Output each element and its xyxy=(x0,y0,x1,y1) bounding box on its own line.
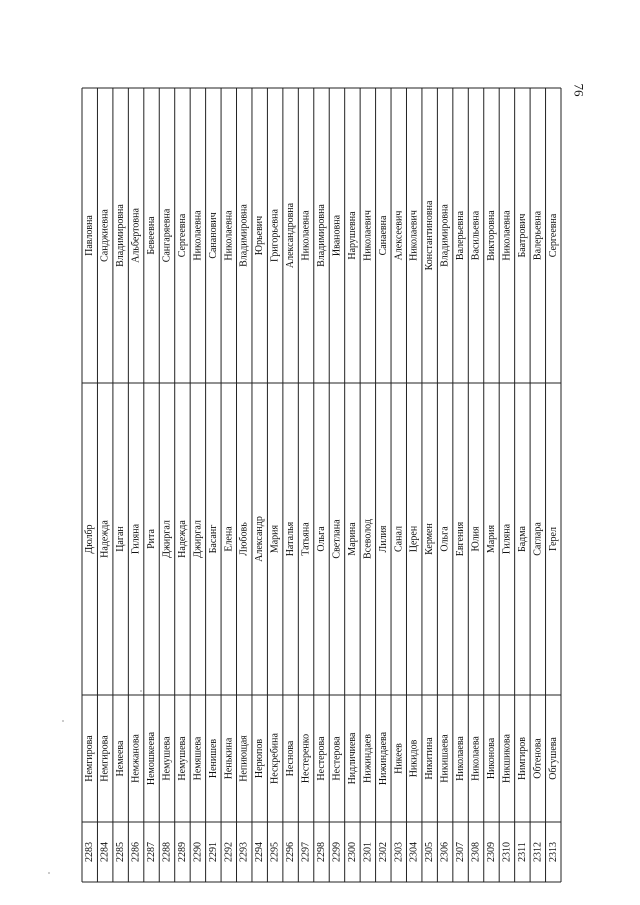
cell-num: 2304 xyxy=(408,842,420,862)
cell-last-name: Немеева xyxy=(115,740,127,777)
cell-last-name: Нидличиева xyxy=(346,732,358,785)
cell-last-name: Немжанова xyxy=(130,734,142,783)
cell-first-name: Рита xyxy=(146,529,158,549)
cell-num: 2296 xyxy=(285,842,297,862)
cell-last-name: Непиющая xyxy=(238,735,250,782)
cell-patronymic: Сангаряевна xyxy=(161,208,173,263)
cell-num: 2297 xyxy=(300,842,312,862)
cell-first-name: Татьяна xyxy=(300,522,312,556)
cell-last-name: Нестерова xyxy=(331,736,343,781)
table-row xyxy=(440,204,451,862)
cell-patronymic: Санджиевна xyxy=(99,209,111,262)
cell-patronymic: Васильевна xyxy=(470,210,482,261)
table-row xyxy=(331,214,342,862)
page-number: 76 xyxy=(571,83,587,97)
cell-last-name: Немошкеева xyxy=(146,731,158,786)
cell-patronymic: Владимировна xyxy=(238,204,250,267)
cell-num: 2294 xyxy=(254,842,266,862)
cell-patronymic: Николаевич xyxy=(362,210,374,261)
cell-first-name: Ольга xyxy=(439,526,451,552)
cell-first-name: Надежда xyxy=(99,520,111,558)
table-row xyxy=(501,210,512,862)
table-row xyxy=(393,211,404,862)
cell-first-name: Надежда xyxy=(176,520,188,558)
cell-num: 2302 xyxy=(377,842,389,862)
cell-num: 2287 xyxy=(146,842,158,862)
cell-num: 2289 xyxy=(176,842,188,862)
cell-last-name: Ненишев xyxy=(207,738,219,779)
cell-num: 2288 xyxy=(161,842,173,862)
cell-last-name: Нестеренко xyxy=(300,733,312,784)
cell-last-name: Никонова xyxy=(485,737,497,780)
cell-last-name: Никитина xyxy=(424,737,436,780)
cell-num: 2284 xyxy=(99,842,111,862)
cell-first-name: Бадма xyxy=(516,526,528,552)
cell-num: 2308 xyxy=(470,842,482,862)
cell-first-name: Александр xyxy=(254,516,266,562)
cell-num: 2301 xyxy=(362,842,374,862)
table-row xyxy=(239,204,250,862)
cell-first-name: Джиргал xyxy=(161,520,173,558)
cell-num: 2283 xyxy=(84,842,96,862)
cell-last-name: Немгирова xyxy=(84,735,96,782)
cell-last-name: Никеев xyxy=(393,743,405,774)
cell-first-name: Мария xyxy=(485,524,497,554)
cell-num: 2306 xyxy=(439,842,451,862)
cell-patronymic: Бевеевна xyxy=(146,216,158,255)
cell-first-name: Светлана xyxy=(331,519,343,559)
cell-patronymic: Николаевна xyxy=(223,210,235,261)
cell-first-name: Елена xyxy=(223,526,235,552)
cell-first-name: Мария xyxy=(269,524,281,554)
cell-patronymic: Валерьевна xyxy=(532,210,544,261)
cell-first-name: Дюлбр xyxy=(84,524,96,554)
cell-first-name: Евгения xyxy=(455,521,467,557)
cell-last-name: Обгушева xyxy=(547,737,559,780)
cell-patronymic: Сергеевна xyxy=(176,213,188,258)
cell-last-name: Немушева xyxy=(176,736,188,781)
cell-num: 2303 xyxy=(393,842,405,862)
cell-last-name: Нижиндаева xyxy=(377,731,389,786)
table-row xyxy=(347,211,358,862)
cell-patronymic: Юрьевич xyxy=(254,215,266,256)
table-row xyxy=(424,200,435,862)
cell-first-name: Гиляна xyxy=(501,523,513,555)
table-row xyxy=(100,209,111,862)
table-row xyxy=(84,215,95,862)
cell-first-name: Герел xyxy=(547,527,559,551)
table-row xyxy=(378,215,389,862)
table-row xyxy=(548,213,559,862)
cell-first-name: Гиляна xyxy=(130,523,142,555)
cell-patronymic: Валерьевна xyxy=(455,210,467,261)
cell-first-name: Юлия xyxy=(470,526,482,552)
cell-last-name: Немушева xyxy=(161,736,173,781)
cell-first-name: Наталья xyxy=(285,521,297,557)
cell-patronymic: Альбертовна xyxy=(130,208,142,263)
cell-patronymic: Павловна xyxy=(84,215,96,256)
cell-patronymic: Константиновна xyxy=(424,200,436,271)
cell-patronymic: Николаевна xyxy=(300,210,312,261)
cell-last-name: Нестерова xyxy=(316,736,327,781)
cell-num: 2291 xyxy=(207,842,219,862)
table-row xyxy=(254,216,265,862)
cell-num: 2293 xyxy=(238,842,250,862)
cell-num: 2313 xyxy=(547,842,559,862)
cell-num: 2298 xyxy=(316,842,327,862)
scan-speck xyxy=(48,872,50,874)
table-row xyxy=(455,210,466,862)
cell-first-name: Марина xyxy=(346,522,358,556)
cell-num: 2290 xyxy=(192,842,204,862)
cell-num: 2285 xyxy=(115,842,127,862)
table-row xyxy=(192,210,203,862)
cell-patronymic: Николаевич xyxy=(408,210,420,261)
cell-num: 2292 xyxy=(223,842,235,862)
cell-last-name: Нескребина xyxy=(269,733,281,784)
cell-last-name: Николаева xyxy=(470,736,482,781)
cell-num: 2300 xyxy=(346,842,358,862)
table-row xyxy=(177,213,188,862)
cell-last-name: Немяшева xyxy=(192,736,204,781)
cell-patronymic: Владимировна xyxy=(316,204,327,267)
cell-patronymic: Ивановна xyxy=(331,214,343,257)
cell-last-name: Николаева xyxy=(455,736,467,781)
table-row xyxy=(208,212,219,862)
cell-last-name: Нимгиров xyxy=(516,736,528,781)
cell-patronymic: Санаевна xyxy=(377,215,389,256)
cell-first-name: Любовь xyxy=(238,522,250,556)
table-row xyxy=(270,209,281,862)
cell-patronymic: Владимировна xyxy=(115,204,127,267)
cell-first-name: Лилия xyxy=(377,525,389,553)
cell-num: 2311 xyxy=(516,842,528,862)
table-row xyxy=(486,210,497,862)
cell-last-name: Нижиндаев xyxy=(362,734,374,783)
cell-last-name: Немгирова xyxy=(99,735,111,782)
table-row xyxy=(517,214,528,862)
scan-speck xyxy=(140,690,142,692)
cell-patronymic: Алексеевич xyxy=(393,210,405,261)
cell-num: 2299 xyxy=(331,842,343,862)
table-row xyxy=(131,208,142,862)
cell-first-name: Цаган xyxy=(115,526,127,552)
cell-num: 2295 xyxy=(269,842,281,862)
table-row xyxy=(409,210,420,862)
table-row xyxy=(362,210,373,862)
cell-patronymic: Николаевна xyxy=(192,210,204,261)
cell-patronymic: Владимировна xyxy=(439,204,451,267)
cell-patronymic: Григорьевна xyxy=(269,209,281,262)
cell-first-name: Кермен xyxy=(424,523,436,555)
cell-last-name: Нерюпов xyxy=(254,738,266,779)
cell-last-name: Никшикова xyxy=(501,734,513,783)
cell-patronymic: Николаевна xyxy=(501,210,513,261)
table-row xyxy=(115,204,126,862)
cell-first-name: Всеволод xyxy=(362,519,374,559)
cell-first-name: Церен xyxy=(408,525,420,553)
table-row xyxy=(285,202,296,862)
cell-last-name: Ненькина xyxy=(223,737,235,780)
cell-first-name: Санал xyxy=(393,526,405,552)
cell-last-name: Обтенова xyxy=(532,738,544,779)
cell-first-name: Джиргал xyxy=(192,520,204,558)
cell-first-name: Басанг xyxy=(207,524,219,554)
cell-num: 2305 xyxy=(424,842,436,862)
cell-last-name: Никидов xyxy=(408,739,420,778)
cell-patronymic: Александровна xyxy=(285,202,297,269)
table-row xyxy=(161,208,172,862)
cell-patronymic: Сергеевна xyxy=(547,213,559,258)
cell-num: 2312 xyxy=(532,842,544,862)
scan-speck xyxy=(62,720,64,722)
cell-patronymic: Викторовна xyxy=(485,210,497,261)
table-row xyxy=(223,210,234,862)
cell-num: 2307 xyxy=(455,842,467,862)
table-row xyxy=(301,210,312,862)
table-row xyxy=(471,210,482,862)
cell-last-name: Неснова xyxy=(285,740,297,777)
cell-first-name: Ольга xyxy=(316,526,327,552)
table-row xyxy=(316,204,327,862)
cell-num: 2309 xyxy=(485,842,497,862)
cell-num: 2286 xyxy=(130,842,142,862)
cell-last-name: Никишаева xyxy=(439,734,451,783)
cell-patronymic: Сананович xyxy=(207,212,219,259)
cell-num: 2310 xyxy=(501,842,513,862)
cell-patronymic: Нарушевна xyxy=(346,211,358,260)
cell-first-name: Саглара xyxy=(532,522,544,556)
table-row xyxy=(532,210,543,862)
table-row xyxy=(146,216,157,862)
cell-patronymic: Баатрович xyxy=(516,213,528,258)
